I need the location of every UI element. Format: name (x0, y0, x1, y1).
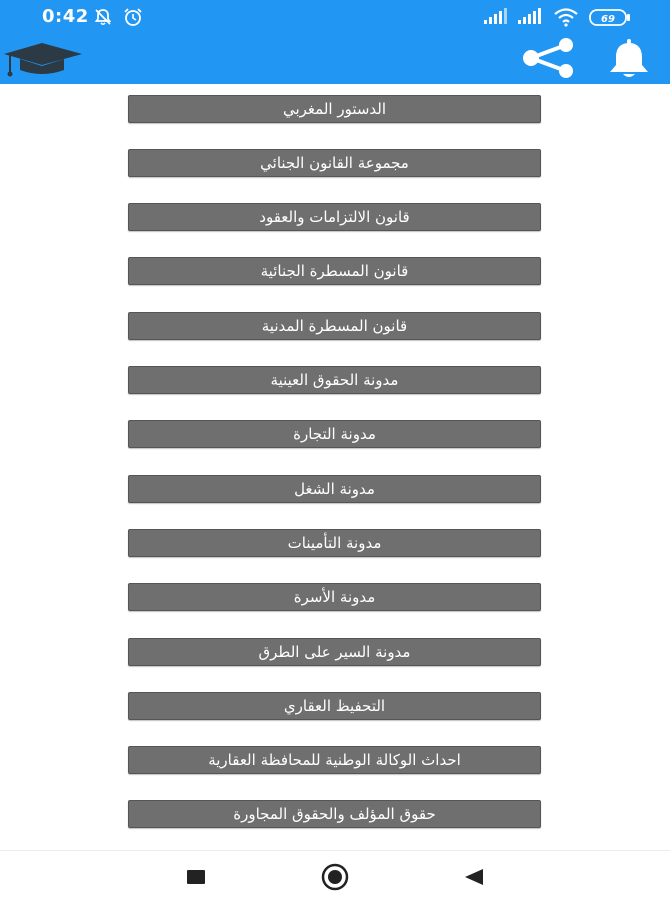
law-button[interactable]: حقوق المؤلف والحقوق المجاورة (128, 800, 541, 828)
app-bar (0, 34, 670, 84)
graduation-cap-icon (2, 40, 84, 84)
law-list (0, 84, 670, 850)
navigation-bar (0, 850, 670, 901)
battery-level: 69 (601, 14, 615, 25)
law-button[interactable]: قانون الالتزامات والعقود (128, 203, 541, 231)
wifi-icon (553, 7, 579, 31)
alarm-icon (122, 7, 144, 31)
battery-icon (589, 9, 631, 31)
muted-notification-icon (93, 7, 113, 31)
law-button[interactable]: قانون المسطرة الجنائية (128, 257, 541, 285)
bell-icon[interactable] (606, 38, 652, 84)
back-icon[interactable] (460, 863, 488, 891)
law-button[interactable]: احداث الوكالة الوطنية للمحافظة العقارية (128, 746, 541, 774)
status-time: 0:42 (42, 6, 89, 27)
signal-icon (518, 7, 544, 29)
law-button[interactable]: التحفيظ العقاري (128, 692, 541, 720)
status-bar (0, 0, 670, 34)
signal-icon (484, 7, 510, 29)
law-button[interactable]: مدونة التأمينات (128, 529, 541, 557)
law-button[interactable]: مدونة السير على الطرق (128, 638, 541, 666)
law-button[interactable]: مجموعة القانون الجنائي (128, 149, 541, 177)
law-button[interactable]: الدستور المغربي (128, 95, 541, 123)
law-button[interactable]: مدونة الحقوق العينية (128, 366, 541, 394)
law-button[interactable]: قانون المسطرة المدنية (128, 312, 541, 340)
home-icon[interactable] (321, 863, 349, 891)
recents-icon[interactable] (182, 863, 210, 891)
law-button[interactable]: مدونة الأسرة (128, 583, 541, 611)
law-button[interactable]: مدونة الشغل (128, 475, 541, 503)
law-button[interactable]: مدونة التجارة (128, 420, 541, 448)
share-icon[interactable] (520, 38, 578, 82)
